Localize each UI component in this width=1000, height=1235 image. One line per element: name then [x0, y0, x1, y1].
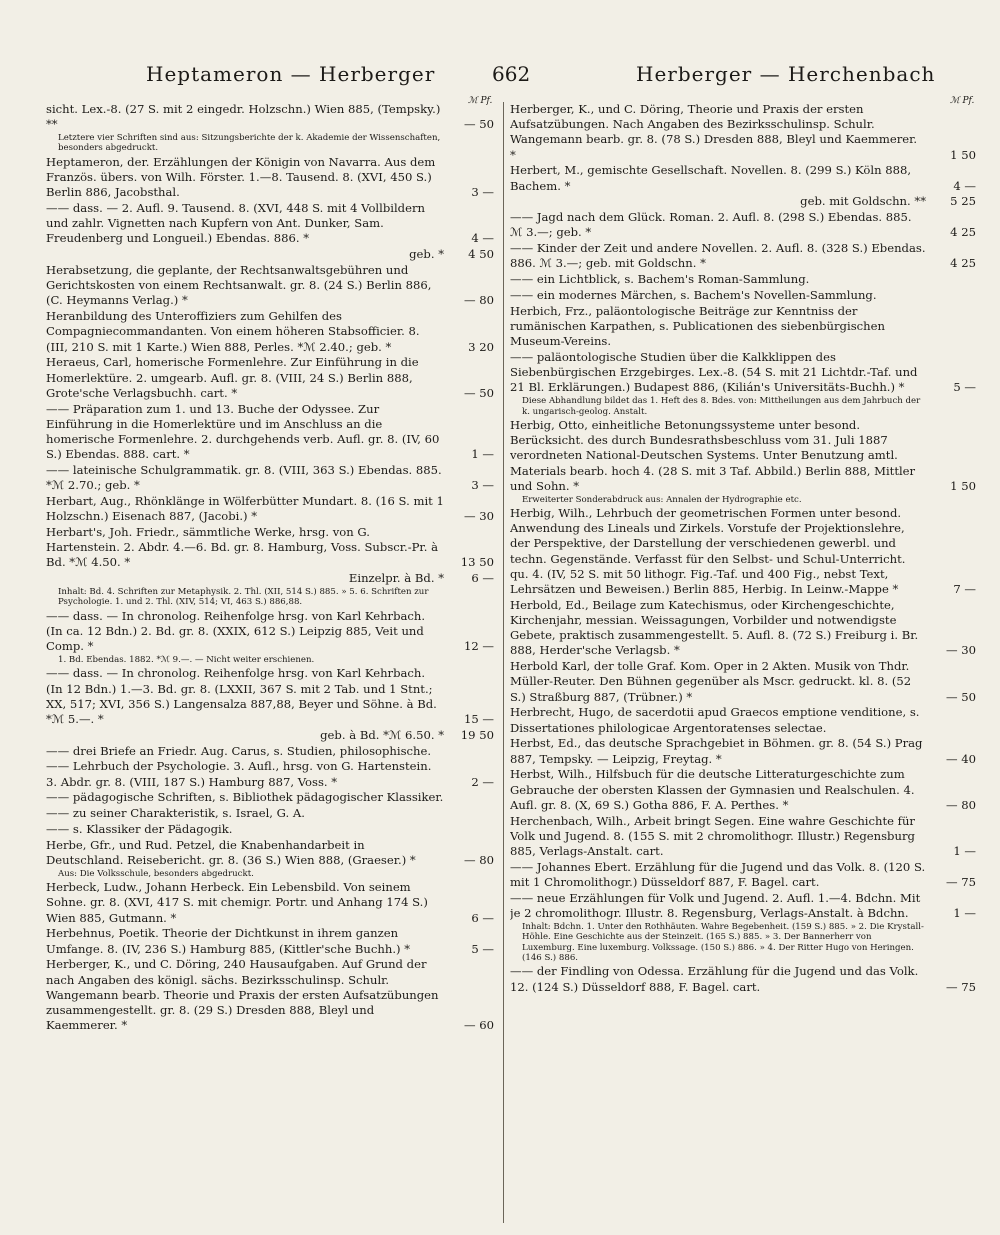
- catalog-entry: [46, 525, 498, 571]
- catalog-entry: [46, 609, 498, 655]
- entry-note: Diese Abhandlung bildet das 1. Heft des 8. Bdes. von: Mittheilungen aus dem Jahrbuch der k. ungarisch-geolog. Anstalt.: [522, 396, 921, 417]
- entry-text: geb. mit Goldschn. **: [800, 194, 926, 209]
- catalog-entry: [46, 201, 498, 247]
- entry-price: — 50: [463, 117, 494, 132]
- entry-price: 6 —: [471, 910, 494, 925]
- price-column-head-left: ℳ Pf.: [468, 96, 493, 106]
- catalog-entry: [46, 666, 498, 727]
- catalog-entry: [510, 272, 980, 287]
- header-right-title: Herberger — Herchenbach: [636, 62, 936, 86]
- entry-text: —— dass. — In chronolog. Reihenfolge hrsg. von Karl Kehrbach. (In 12 Bdn.) 1.—3. Bd. gr. 8. (LXXII, 367 S. mit 2 Tab. und 1 Stnt.; XX, 517; XVI, 356 S.) Langensalza 887,88, Beyer und Söhne. à Bd. *ℳ 5.—. *: [46, 666, 437, 727]
- entry-text: —— Kinder der Zeit und andere Novellen. 2. Aufl. 8. (328 S.) Ebendas. 886. ℳ 3.—; geb. mit Goldschn. *: [510, 241, 926, 271]
- entry-text: —— ein Lichtblick, s. Bachem's Roman-Sammlung.: [510, 272, 810, 287]
- entry-text: Herbst, Wilh., Hilfsbuch für die deutsche Litteraturgeschichte zum Gebrauche der obersten Klassen der Gymnasien und Realschulen. 4. Aufl. gr. 8. (X, 69 S.) Gotha 886, F. A. Perthes. *: [510, 767, 915, 812]
- entry-text: geb. *: [409, 247, 444, 262]
- column-divider: [503, 102, 504, 1223]
- entry-price: 7 —: [953, 582, 976, 597]
- entry-price: 4 —: [471, 231, 494, 246]
- entry-price: 1 —: [953, 906, 976, 921]
- entry-price: — 50: [463, 385, 494, 400]
- entry-text: —— dass. — In chronolog. Reihenfolge hrsg. von Karl Kehrbach. (In ca. 12 Bdn.) 2. Bd. gr. 8. (XXIX, 612 S.) Leipzig 885, Veit und Comp. *: [46, 608, 426, 654]
- catalog-entry: [46, 806, 498, 821]
- entry-note: Inhalt: Bdchn. 1. Unter den Rothhäuten. Wahre Begebenheit. (159 S.) 885. » 2. Die Krystall-Höhle. Eine Geschichte aus der Steinzeit. (165 S.) 885. » 3. Der Bannerherr von Luxemburg. Eine luxemburg. Volkssage. (150 S.) 886. » 4. Der Ritter Hugo von Heringen. (146 S.) 886.: [522, 921, 924, 964]
- entry-text: Herbst, Ed., das deutsche Sprachgebiet in Böhmen. gr. 8. (54 S.) Prag 887, Tempsky. — Leipzig, Freytag. *: [510, 736, 923, 766]
- entry-text: —— Präparation zum 1. und 13. Buche der Odyssee. Zur Einführung in die Homerlektüre und im Anschluss an die homerische Formenlehre. 2. durchgehends verb. Aufl. gr. 8. (IV, 60 S.) Ebendas. 888. cart. *: [46, 401, 440, 462]
- entry-price: — 40: [945, 751, 976, 766]
- entry-note: Letztere vier Schriften sind aus: Sitzungsberichte der k. Akademie der Wissenschaften, besonders abgedruckt.: [58, 133, 441, 154]
- catalog-entry: [46, 822, 498, 837]
- entry-price: 3 —: [471, 478, 494, 493]
- price-column-head-right: ℳ Pf.: [950, 96, 975, 106]
- catalog-entry: [46, 728, 498, 743]
- catalog-entry: [46, 957, 498, 1033]
- entry-text: sicht. Lex.-8. (27 S. mit 2 eingedr. Holzschn.) Wien 885, (Tempsky.) **: [46, 102, 441, 132]
- entry-note: 1. Bd. Ebendas. 1882. *ℳ 9.—. — Nicht weiter erschienen.: [58, 655, 315, 666]
- entry-text: Herbold, Ed., Beilage zum Katechismus, oder Kirchengeschichte, Kirchenjahr, messian. Weissagungen, Vorbilder und notwendigste Gebete, praktisch zusammengestellt. 5. Aufl. 8. (72 S.) Freiburg i. Br. 888, Herder'sche Verlagsb. *: [510, 597, 919, 658]
- entry-text: Herbert, M., gemischte Gesellschaft. Novellen. 8. (299 S.) Köln 888, Bachem. *: [510, 163, 912, 193]
- entry-text: Herbe, Gfr., und Rud. Petzel, die Knabenhandarbeit in Deutschland. Reisebericht. gr. 8. (36 S.) Wien 888, (Graeser.) *: [46, 837, 416, 868]
- entry-price: 4 25: [950, 225, 976, 240]
- catalog-entry: [46, 926, 498, 956]
- catalog-entry: [510, 705, 980, 735]
- entry-text: Einzelpr. à Bd. *: [348, 571, 444, 586]
- entry-text: —— der Findling von Odessa. Erzählung für die Jugend und das Volk. 12. (124 S.) Düsseldorf 888, F. Bagel. cart.: [510, 964, 919, 994]
- entry-price: 12 —: [463, 639, 494, 654]
- catalog-entry: [46, 247, 498, 262]
- entry-text: Herbart's, Joh. Friedr., sämmtliche Werke, hrsg. von G. Hartenstein. 2. Abdr. 4.—6. Bd. gr. 8. Hamburg, Voss. Subscr.-Pr. à Bd. *ℳ 4.50. *: [46, 525, 438, 570]
- catalog-entry: [510, 350, 980, 396]
- catalog-entry: [510, 736, 980, 766]
- entry-price: 3 20: [468, 339, 494, 354]
- entry-text: Herbeck, Ludw., Johann Herbeck. Ein Lebensbild. Von seinem Sohne. gr. 8. (XVI, 417 S. mit chemigr. Portr. und Anhang 174 S.) Wien 885, Gutmann. *: [46, 880, 428, 925]
- entry-price: 15 —: [463, 712, 494, 727]
- catalog-entry: [46, 263, 498, 309]
- entry-text: Herchenbach, Wilh., Arbeit bringt Segen. Eine wahre Geschichte für Volk und Jugend. 8. (155 S. mit 2 chromolithogr. Illustr.) Regensburg 885, Verlags-Anstalt. cart.: [510, 813, 915, 859]
- entry-text: —— Johannes Ebert. Erzählung für die Jugend und das Volk. 8. (120 S. mit 1 Chromolithogr.) Düsseldorf 887, F. Bagel. cart.: [510, 859, 926, 890]
- entry-note: Erweiterter Sonderabdruck aus: Annalen der Hydrographie etc.: [522, 494, 802, 505]
- catalog-entry: [46, 880, 498, 926]
- entry-price: — 80: [463, 293, 494, 308]
- entry-text: —— ein modernes Märchen, s. Bachem's Novellen-Sammlung.: [510, 288, 877, 302]
- entry-price: 1 —: [953, 844, 976, 859]
- running-header: [36, 62, 982, 92]
- entry-text: —— lateinische Schulgrammatik. gr. 8. (VIII, 363 S.) Ebendas. 885. *ℳ 2.70.; geb. *: [46, 463, 442, 493]
- entry-text: Herbold Karl, der tolle Graf. Kom. Oper in 2 Akten. Musik von Thdr. Müller-Reuter. Den Bühnen gegenüber als Mscr. gedruckt. kl. 8. (52 S.) Straßburg 887, (Trübner.) *: [510, 659, 912, 704]
- entry-price: — 60: [463, 1018, 494, 1033]
- entry-text: Heraeus, Carl, homerische Formenlehre. Zur Einführung in die Homerlektüre. 2. umgearb. Aufl. gr. 8. (VIII, 24 S.) Berlin 888, Grote'sche Verlagsbuchh. cart. *: [46, 355, 419, 400]
- catalog-entry: [510, 163, 980, 193]
- entry-price: 5 —: [953, 380, 976, 395]
- entry-text: Herbart, Aug., Rhönklänge in Wölferbütter Mundart. 8. (16 S. mit 1 Holzschn.) Eisenach 887, (Jacobi.) *: [46, 494, 444, 524]
- catalog-entry: [46, 494, 498, 524]
- entry-text: —— neue Erzählungen für Volk und Jugend. 2. Aufl. 1.—4. Bdchn. Mit je 2 chromolithogr. Illustr. 8. Regensburg, Verlags-Anstalt. à Bdchn.: [510, 890, 921, 921]
- catalog-entry: [46, 463, 498, 493]
- entry-note: Inhalt: Bd. 4. Schriften zur Metaphysik. 2. Thl. (XII, 514 S.) 885. » 5. 6. Schriften zur Psychologie. 1. und 2. Thl. (XIV, 514; VI, 463 S.) 886,88.: [58, 587, 429, 608]
- catalog-entry: [46, 309, 498, 355]
- entry-price: 1 50: [950, 478, 976, 493]
- entry-text: —— pädagogische Schriften, s. Bibliothek pädagogischer Klassiker.: [46, 790, 444, 805]
- page-number: 662: [492, 62, 531, 86]
- catalog-entry: [46, 355, 498, 401]
- entry-text: Herbig, Otto, einheitliche Betonungssysteme unter besond. Berücksicht. des durch Bundesrathsbeschluss vom 31. Juli 1887 verordneten National-Deutschen Systems. Unter Benutzung amtl. Materials bearb. hoch 4. (28 S. mit 3 Taf. Abbild.) Berlin 888, Mittler und Sohn. *: [510, 418, 916, 493]
- entry-price: 19 50: [460, 727, 494, 742]
- catalog-entry: [510, 598, 980, 659]
- entry-price: — 30: [463, 509, 494, 524]
- entry-price: 2 —: [471, 774, 494, 789]
- entry-price: — 30: [945, 643, 976, 658]
- entry-text: —— dass. — 2. Aufl. 9. Tausend. 8. (XVI, 448 S. mit 4 Vollbildern und zahlr. Vignetten nach Kupfern von Ant. Dunker, Sam. Freudenberg und Longueil.) Ebendas. 886. *: [46, 201, 425, 246]
- catalog-entry: [510, 860, 980, 890]
- entry-price: 4 25: [950, 256, 976, 271]
- catalog-entry: [510, 659, 980, 705]
- entry-text: Herbehnus, Poetik. Theorie der Dichtkunst in ihrem ganzen Umfange. 8. (IV, 236 S.) Hamburg 885, (Kittler'sche Buchh.) *: [46, 926, 411, 956]
- catalog-entry: [510, 891, 980, 921]
- catalog-entry: [510, 964, 980, 994]
- entry-text: —— drei Briefe an Friedr. Aug. Carus, s. Studien, philosophische.: [46, 743, 432, 758]
- entry-text: Herabsetzung, die geplante, der Rechtsanwaltsgebühren und Gerichtskosten von einem Rechtsanwalt. gr. 8. (24 S.) Berlin 886, (C. Heymanns Verlag.) *: [46, 263, 432, 308]
- catalog-entry: [46, 759, 498, 789]
- entry-text: Herbich, Frz., paläontologische Beiträge zur Kenntniss der rumänischen Karpathen, s. Publicationen des siebenbürgischen Museum-Vereins.: [510, 303, 885, 349]
- catalog-entry: [510, 241, 980, 271]
- entry-note: Aus: Die Volksschule, besonders abgedruckt.: [58, 868, 254, 879]
- right-column: [510, 102, 980, 1223]
- catalog-entry: [510, 194, 980, 209]
- entry-text: Heptameron, der. Erzählungen der Königin von Navarra. Aus dem Französ. übers. von Wilh. Förster. 1.—8. Tausend. 8. (XVI, 450 S.) Berlin 886, Jacobsthal.: [46, 154, 436, 200]
- entry-text: geb. à Bd. *ℳ 6.50. *: [320, 727, 444, 742]
- entry-text: —— Lehrbuch der Psychologie. 3. Aufl., hrsg. von G. Hartenstein. 3. Abdr. gr. 8. (VIII, 187 S.) Hamburg 887, Voss. *: [46, 759, 432, 789]
- entry-price: 5 25: [950, 194, 976, 209]
- entry-text: Herberger, K., und C. Döring, 240 Hausaufgaben. Auf Grund der nach Angaben des königl. sächs. Bezirksschulinsp. Schulr. Wangemann bearb. Theorie und Praxis der ersten Aufsatzübungen zusammengestellt. gr. 8. (29 S.) Dresden 888, Bleyl und Kaemmerer. *: [46, 957, 439, 1033]
- entry-text: Heranbildung des Unteroffiziers zum Gehilfen des Compagniecommandanten. Von einem höheren Stabsofficier. 8. (III, 210 S. mit 1 Karte.) Wien 888, Perles. *ℳ 2.40.; geb. *: [46, 309, 420, 354]
- entry-price: 3 —: [471, 185, 494, 200]
- entry-text: Herberger, K., und C. Döring, Theorie und Praxis der ersten Aufsatzübungen. Nach Angaben des Bezirksschulinsp. Schulr. Wangemann bearb. gr. 8. (78 S.) Dresden 888, Bleyl und Kaemmerer. *: [510, 102, 918, 162]
- catalog-entry: [46, 838, 498, 868]
- catalog-entry: [46, 744, 498, 759]
- entry-price: 6 —: [471, 571, 494, 586]
- columns: [36, 102, 982, 1223]
- entry-text: —— Jagd nach dem Glück. Roman. 2. Aufl. 8. (298 S.) Ebendas. 885. ℳ 3.—; geb. *: [510, 210, 912, 240]
- entry-text: —— s. Klassiker der Pädagogik.: [46, 822, 233, 837]
- entry-price: — 80: [945, 797, 976, 812]
- left-column: [46, 102, 498, 1223]
- catalog-entry: [510, 288, 980, 303]
- entry-price: 4 50: [468, 247, 494, 262]
- catalog-entry: [510, 418, 980, 494]
- catalog-entry: [46, 155, 498, 201]
- entry-price: — 50: [945, 689, 976, 704]
- catalog-entry: [46, 102, 498, 132]
- catalog-entry: [46, 402, 498, 463]
- entry-price: — 75: [945, 875, 976, 890]
- entry-price: 1 50: [950, 147, 976, 162]
- entry-price: 5 —: [471, 941, 494, 956]
- entry-price: 13 50: [460, 555, 494, 570]
- catalog-entry: [46, 571, 498, 586]
- catalog-entry: [46, 790, 498, 805]
- catalog-entry: [510, 767, 980, 813]
- entry-text: Herbrecht, Hugo, de sacerdotii apud Graecos emptione venditione, s. Dissertationes philologicae Argentoratenses selectae.: [510, 705, 920, 735]
- entry-text: Herbig, Wilh., Lehrbuch der geometrischen Formen unter besond. Anwendung des Lineals und Zirkels. Vorstufe der Projektionslehre, der Perspektive, der Darstellung der verschiedenen gewerbl. und techn. Gegenstände. Verfasst für den Selbst- und Schul-Unterricht. qu. 4. (IV, 52 S. mit 50 lithogr. Fig.-Taf. und 400 Fig., nebst Text, Lehrsätzen und Beweisen.) Berlin 885, Herbig. In Leinw.-Mappe *: [510, 506, 906, 597]
- entry-price: — 80: [463, 853, 494, 868]
- entry-price: 1 —: [471, 447, 494, 462]
- entry-text: —— paläontologische Studien über die Kalkklippen des Siebenbürgischen Erzgebirges. Lex.-8. (54 S. mit 21 Lichtdr.-Taf. und 21 Bl. Erklärungen.) Budapest 886, (Kilián's Universitäts-Buchh.) *: [510, 350, 918, 395]
- catalog-entry: [510, 102, 980, 163]
- entry-price: — 75: [945, 979, 976, 994]
- catalog-entry: [510, 814, 980, 860]
- catalog-entry: [510, 210, 980, 240]
- header-left-title: Heptameron — Herberger: [146, 62, 436, 86]
- entry-price: 4 —: [953, 178, 976, 193]
- catalog-entry: [510, 304, 980, 350]
- catalog-entry: [510, 506, 980, 597]
- entry-text: —— zu seiner Charakteristik, s. Israel, G. A.: [46, 806, 305, 821]
